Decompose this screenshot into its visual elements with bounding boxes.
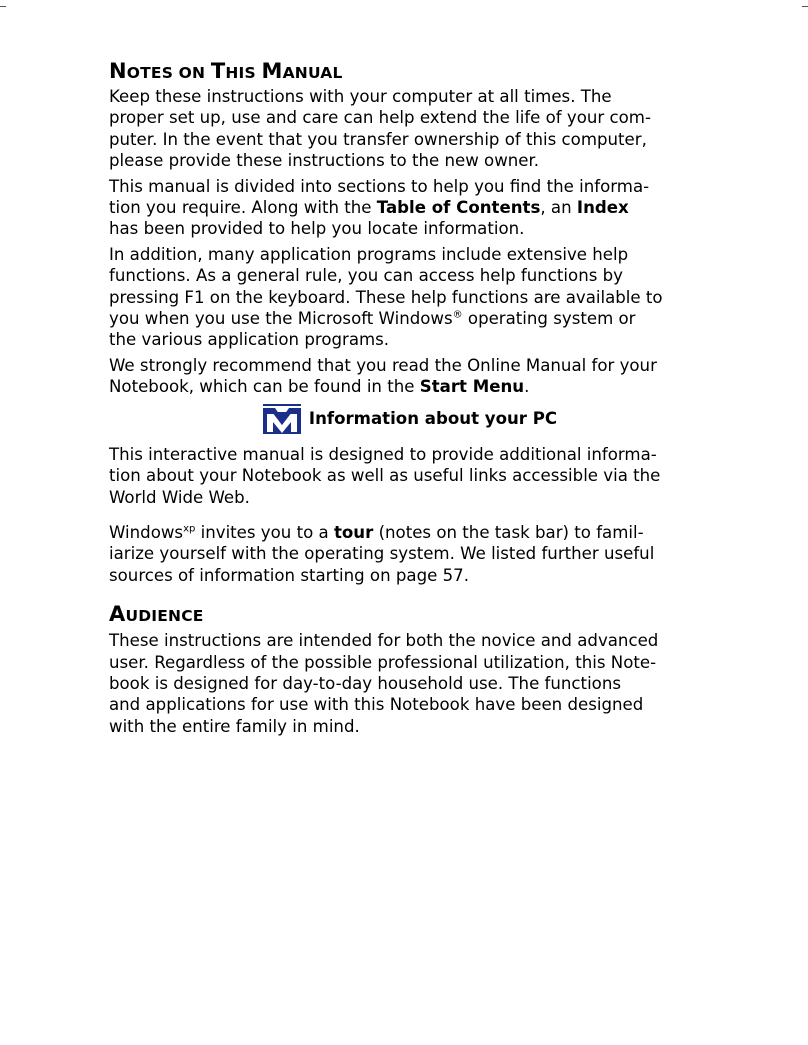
- paragraph-help-functions: [109, 244, 709, 351]
- text-line: pressing F1 on the keyboard. These help functions are available to: [109, 287, 663, 307]
- paragraph-manual-sections: [109, 176, 709, 240]
- medion-m-logo-icon: [263, 404, 301, 434]
- text-line: This interactive manual is designed to provide additional informa-: [109, 444, 657, 464]
- text-line: Notebook, which can be found in the Start Menu.: [109, 377, 530, 397]
- info-title: Information about your PC: [308, 409, 558, 429]
- section-heading-audience: AUDIENCE: [109, 602, 204, 627]
- crop-mark-left: [0, 6, 6, 7]
- tour-term: tour: [333, 522, 374, 542]
- crop-mark-right: [802, 6, 808, 7]
- text-line: Windows$^{xp}$ invites you to a tour (notes on the task bar) to famil-: [109, 522, 644, 542]
- section-heading-notes: NOTES ON THIS MANUAL: [109, 59, 343, 83]
- text-line: In addition, many application programs include extensive help: [109, 244, 629, 264]
- paragraph-keep-instructions: [109, 86, 709, 172]
- paragraph-audience: [109, 630, 709, 737]
- text-line: and applications for use with this Notebook have been designed: [109, 695, 644, 715]
- text-line: iarize yourself with the operating system. We listed further useful: [109, 544, 655, 564]
- index-term: Index: [576, 198, 629, 218]
- manual-page: [109, 52, 709, 741]
- text-line: puter. In the event that you transfer ownership of this computer,: [109, 129, 647, 149]
- text-line: tion about your Notebook as well as useful links accessible via the: [109, 466, 661, 486]
- text-line: proper set up, use and care can help extend the life of your com-: [109, 108, 651, 128]
- text-line: functions. As a general rule, you can access help functions by: [109, 266, 623, 286]
- text-line: with the entire family in mind.: [109, 716, 360, 736]
- text-line: please provide these instructions to the new owner.: [109, 151, 540, 171]
- table-of-contents-term: Table of Contents: [376, 198, 541, 218]
- text-line: This manual is divided into sections to help you find the informa-: [109, 176, 650, 196]
- paragraph-online-manual: [109, 355, 709, 398]
- text-line: the various application programs.: [109, 330, 390, 350]
- paragraph-windows-tour: [109, 522, 709, 586]
- registered-mark: ®: [452, 309, 463, 321]
- xp-superscript: xp: [183, 523, 196, 535]
- start-menu-term: Start Menu: [419, 377, 525, 397]
- text-line: has been provided to help you locate information.: [109, 219, 525, 239]
- paragraph-interactive-manual: [109, 444, 709, 508]
- text-line: We strongly recommend that you read the Online Manual for your: [109, 355, 657, 375]
- text-line: you when you use the Microsoft Windows® operating system or: [109, 309, 636, 329]
- text-line: These instructions are intended for both the novice and advanced: [109, 631, 659, 651]
- info-about-pc-entry: [109, 402, 709, 436]
- text-line: book is designed for day-to-day household use. The functions: [109, 673, 621, 693]
- text-line: tion you require. Along with the Table of Contents, an Index: [109, 198, 629, 218]
- text-line: user. Regardless of the possible professional utilization, this Note-: [109, 652, 657, 672]
- text-line: World Wide Web.: [109, 487, 250, 507]
- text-line: sources of information starting on page 57.: [109, 565, 469, 585]
- text-line: Keep these instructions with your computer at all times. The: [109, 87, 612, 106]
